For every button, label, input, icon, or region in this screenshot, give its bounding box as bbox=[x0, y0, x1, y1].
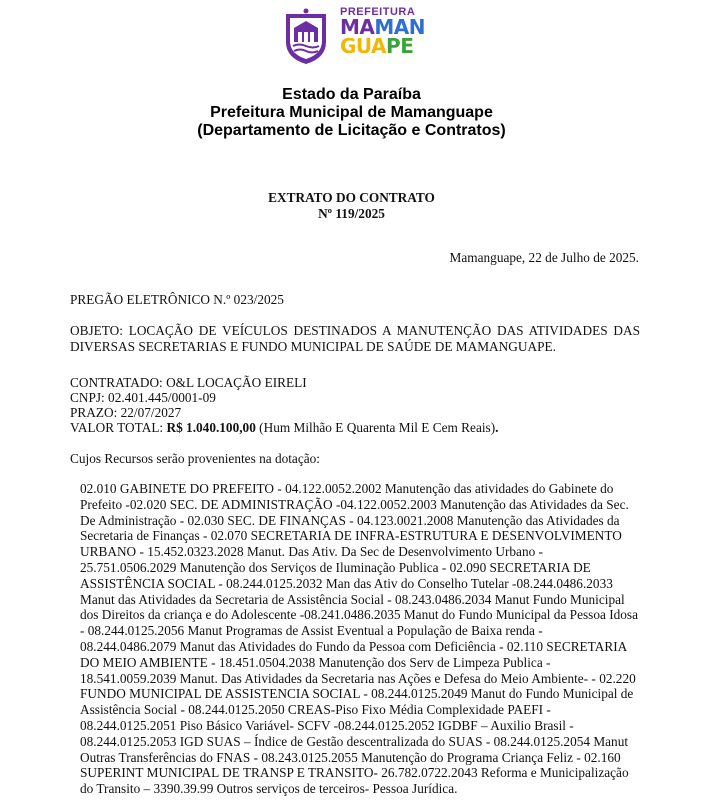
dotacao-line: SUPERINT MUNICIPAL DE TRANSP E TRANSITO- 26.782.0722.2043 Reforma e Municipalização bbox=[80, 765, 629, 781]
contract-details bbox=[70, 375, 498, 435]
cnpj-line: CNPJ: 02.401.445/0001-09 bbox=[70, 390, 216, 405]
dotacao-line: Prefeito -02.020 SEC. DE ADMINISTRAÇÃO -04.122.0052.2003 Manutenção das Atividades da Sec. bbox=[80, 496, 629, 512]
dotacao-line: DO MEIO AMBIENTE - 18.451.0504.2038 Manutenção dos Serv de Limpeza Publica - bbox=[80, 654, 551, 670]
city-crest-icon bbox=[280, 8, 332, 66]
dotacao-line: 08.244.0486.2079 Manut das Atividades do Fundo da Pessoa com Deficiência - 02.110 SECRETARIA bbox=[80, 638, 628, 654]
contract-number: Nº 119/2025 bbox=[318, 206, 385, 221]
header-state: Estado da Paraíba bbox=[282, 86, 421, 103]
dotacao-line: Secretaria de Finanças - 02.070 SECRETARIA DE INFRA-ESTRUTURA E DESENVOLVIMENTO bbox=[80, 528, 622, 544]
logo-prefeitura-text: PREFEITURA bbox=[340, 6, 416, 18]
logo-city-line-1: MAMAN bbox=[340, 15, 426, 39]
dotacao-line: 02.010 GABINETE DO PREFEITO - 04.122.0052.2002 Manutenção das atividades do Gabinete do bbox=[80, 481, 614, 496]
dotacao-line: 08.244.0125.2051 Piso Básico Variável- SCFV -08.244.0125.2052 IGDBF – Auxilio Brasil - bbox=[80, 717, 574, 733]
valor-amount: R$ 1.040.100,00 bbox=[166, 420, 256, 435]
dotacao-line: URBANO - 15.452.0323.2028 Manut. Das Ativ. Da Sec de Desenvolvimento Urbano - bbox=[80, 544, 543, 560]
document-date: Mamanguape, 22 de Julho de 2025. bbox=[449, 250, 639, 265]
dotacao-line: do Transito – 3390.39.99 Outros serviços de terceiros- Pessoa Jurídica. bbox=[80, 781, 458, 797]
contratado-line: CONTRATADO: O&L LOCAÇÃO EIRELI bbox=[70, 375, 307, 390]
logo-city-line-2: GUAPE bbox=[340, 34, 414, 58]
dotacao-line: 08.244.0125.2053 IGD SUAS – Índice de Gestão descentralizada do SUAS - 08.244.0125.2054 Manut bbox=[80, 733, 629, 749]
prefeitura-logo bbox=[280, 6, 430, 70]
pregao-reference: PREGÃO ELETRÔNICO N.º 023/2025 bbox=[70, 292, 284, 307]
contract-object: OBJETO: LOCAÇÃO DE VEÍCULOS DESTINADOS A MANUTENÇÃO DAS ATIVIDADES DAS DIVERSAS SECRETARIAS E FUNDO MUNICIPAL DE SAÚDE DE MAMANGUAPE. bbox=[70, 323, 640, 354]
document-title: EXTRATO DO CONTRATO bbox=[268, 190, 435, 205]
logo-wordmark bbox=[340, 6, 425, 56]
valor-extenso: (Hum Milhão E Quarenta Mil E Cem Reais) bbox=[255, 420, 496, 435]
header-departamento: (Departamento de Licitação e Contratos) bbox=[197, 122, 506, 139]
header-prefeitura: Prefeitura Municipal de Mamanguape bbox=[210, 104, 493, 121]
dotacao-text bbox=[80, 481, 643, 797]
dotacao-line: 25.751.0506.2029 Manutenção dos Serviços de Iluminação Publica - 02.090 SECRETARIA DE bbox=[80, 559, 591, 575]
dotacao-line: - 08.244.0125.2056 Manut Programas de Assist Eventual a População de Baixa renda - bbox=[80, 623, 543, 639]
dotacao-line: dos Direitos da criança e do Adolescente -08.241.0486.2035 Manut do Fundo Municipal da Pessoa Idosa bbox=[80, 607, 638, 623]
valor-total-line: VALOR TOTAL: R$ 1.040.100,00 (Hum Milhão E Quarenta Mil E Cem Reais). bbox=[70, 420, 499, 435]
dotacao-line: De Administração - 02.030 SEC. DE FINANÇAS - 04.123.0021.2008 Manutenção das Atividades da bbox=[80, 512, 620, 528]
dotacao-line: Assistência Social - 08.244.0125.2050 CREAS-Piso Fixo Média Complexidade PAEFI - bbox=[80, 702, 551, 718]
dotacao-line: 18.541.0059.2039 Manut. Das Atividades da Secretaria nas Ações e Defesa do Meio Ambiente- - 02.220 bbox=[80, 670, 636, 686]
dotacao-line: ASSISTÊNCIA SOCIAL - 08.244.0125.2032 Man das Ativ do Conselho Tutelar -08.244.0486.2033 bbox=[80, 575, 613, 591]
dotacao-line: FUNDO MUNICIPAL DE ASSISTENCIA SOCIAL - 08.244.0125.2049 Manut do Fundo Municipal de bbox=[80, 686, 634, 702]
dotacao-line: Outras Transferências do FNAS - 08.243.0125.2055 Manutenção do Programa Criança Feliz - 02.160 bbox=[80, 749, 621, 765]
prazo-line: PRAZO: 22/07/2027 bbox=[70, 405, 182, 420]
recursos-intro: Cujos Recursos serão provenientes na dotação: bbox=[70, 451, 320, 466]
dotacao-line: Manut das Atividades da Secretaria de Assistência Social - 08.243.0486.2034 Manut Fundo Municipal bbox=[80, 591, 625, 607]
